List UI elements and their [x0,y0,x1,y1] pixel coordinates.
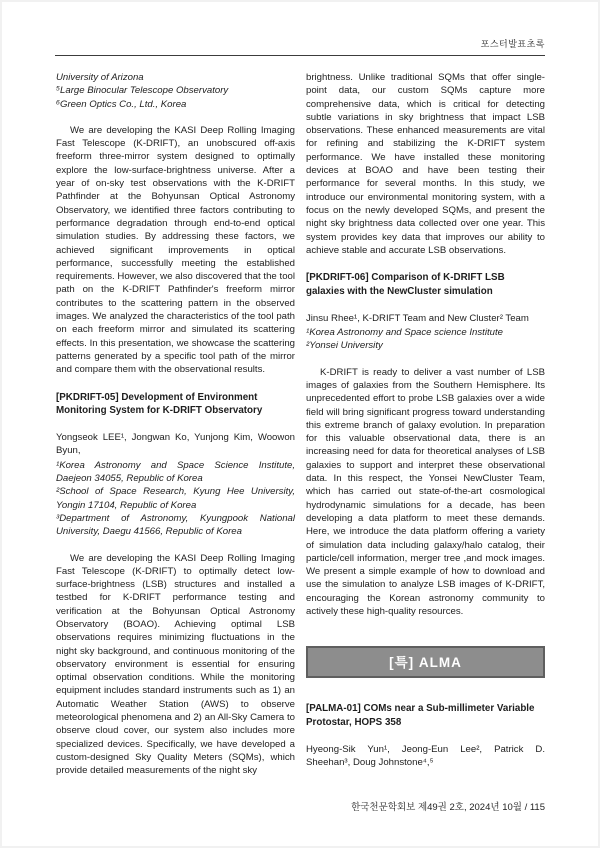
section-banner-alma: [특] ALMA [306,646,545,678]
abstract-body-paragraph: We are developing the KASI Deep Rolling Imaging Fast Telescope (K-DRIFT) to optimally detect low-surface-brightness (LSB) structures and installed a testbed for K-DRIFT performance testing and verification at the Bohyunsan Optical Astronomy Observatory (BOAO). Achieving optimal LSB observations requires minimizing fluctuations in the night sky background, and continuous monitoring of the observatory environment is essential for ensuring optimal observation conditions. While the monitoring equipment includes standard instruments such as 1) an Automatic Weather Station (AWS) to observe meteorological phenomena and 2) an All-Sky Camera to observe cloud cover, our system also includes more specialized devices. Specifically, we have developed a custom-designed Sky Quality Meters (SQMs), which provide detailed measurements of the night sky [56,552,295,777]
affiliation-line: ³Department of Astronomy, Kyungpook National University, Daegu 41566, Republic of Korea [56,512,295,538]
affiliation-line: ²School of Space Research, Kyung Hee University, Yongin 17104, Republic of Korea [56,486,295,511]
affiliation-line: ²Yonsei University [306,340,383,352]
affiliations-list [56,459,295,539]
affiliations-list [306,326,545,353]
abstract-body-continuation: brightness. Unlike traditional SQMs that offer single-point data, our custom SQMs capture more comprehensive data, which is critical for detecting subtle variations in sky brightness that impact LSB observations. These enhanced measurements are vital for refining and stabilizing the K-DRIFT system performance. We have installed these monitoring devices at BOAO and have been testing their performance for several months. In this study, we introduce our environmental monitoring system, with a focus on the newly developed SQMs, and present the night sky brightness data collected over one year. This system provides key data that improves our ability to achieve stable and accurate LSB observations. [306,72,545,256]
page-header-label: 포스터발표초록 [480,39,545,49]
abstract-title-palma01: [PALMA-01] COMs near a Sub-millimeter Variable Protostar, HOPS 358 [306,703,535,729]
abstract-title-pkdrift06: [PKDRIFT-06] Comparison of K-DRIFT LSB galaxies with the NewCluster simulation [306,272,505,297]
column-right [306,71,545,770]
affiliation-line: ¹Korea Astronomy and Space Science Institute, Daejeon 34055, Republic of Korea [56,459,295,485]
affiliation-line: ⁶Green Optics Co., Ltd., Korea [56,98,187,110]
affiliation-line: ¹Korea Astronomy and Space science Institute [306,327,503,339]
abstract-body-paragraph: We are developing the KASI Deep Rolling Imaging Fast Telescope (K-DRIFT), an unobscured off-axis freeform three-mirror system designed to optimally explore the low-surface-brightness universe. After a year of on-sky test observations with the K-DRIFT Pathfinder at the Bohyunsan Optical Astronomy Observatory, we identified three factors contributing to performance degradation through end-to-end optical simulation studies. By addressing these factors, we achieved significant improvements in optical performance, successfully meeting the established requirements. However, we also discovered that the tool path on the K-DRIFT Pathfinder's freeform mirror contributes to the scattering pattern in the observed images. We analyzed the characteristics of the tool path on each freeform mirror and simulated its scattering effects. In this presentation, we showcase the scattering patterns generated by a specific tool path of the mirror and compare them with the observational results. [56,124,295,376]
authors-line: Hyeong-Sik Yun¹, Jeong-Eun Lee², Patrick D. Sheehan³, Doug Johnstone⁴,⁵ [306,743,545,769]
affiliation-line: University of Arizona [56,72,144,83]
affiliation-line: ⁵Large Binocular Telescope Observatory [56,85,229,97]
authors-line: Jinsu Rhee¹, K-DRIFT Team and New Cluster² Team [306,312,529,324]
column-left [56,71,295,778]
header-divider-rule [55,55,545,56]
authors-line: Yongseok LEE¹, Jongwan Ko, Yunjong Kim, Woowon Byun, [56,432,295,457]
footer-page-info: 한국천문학회보 제49권 2호, 2024년 10월 / 115 [351,802,545,813]
abstract-body-paragraph: K-DRIFT is ready to deliver a vast number of LSB images of galaxies from the Southern Hemisphere. Its unprecedented effort to probe LSB galaxies over a wide field will bring significant progress toward understanding this extreme branch of galaxy evolution. In preparation for this valuable observational data, there is an increasing need for data for theoretical analyses of LSB galaxies to support and interpret these observational data. In this respect, the Yonsei NewCluster Team, which has carried out state-of-the-art cosmological hydrodynamic simulations for a decade, has been developing a data platform to meet these demands. Here, we introduce the data platform offering a variety of simulation data including galaxy/halo catalog, their particle/cell information, merger tree ,and mock images. We present a simple example of how to download and use the simulation to analyze LSB images of K-DRIFT, encouraging the Korean astronomy community to actively these high-quality resources. [306,366,545,617]
affiliations-continued [56,71,295,111]
abstract-title-pkdrift05: [PKDRIFT-05] Development of Environment Monitoring System for K-DRIFT Observatory [56,391,263,417]
